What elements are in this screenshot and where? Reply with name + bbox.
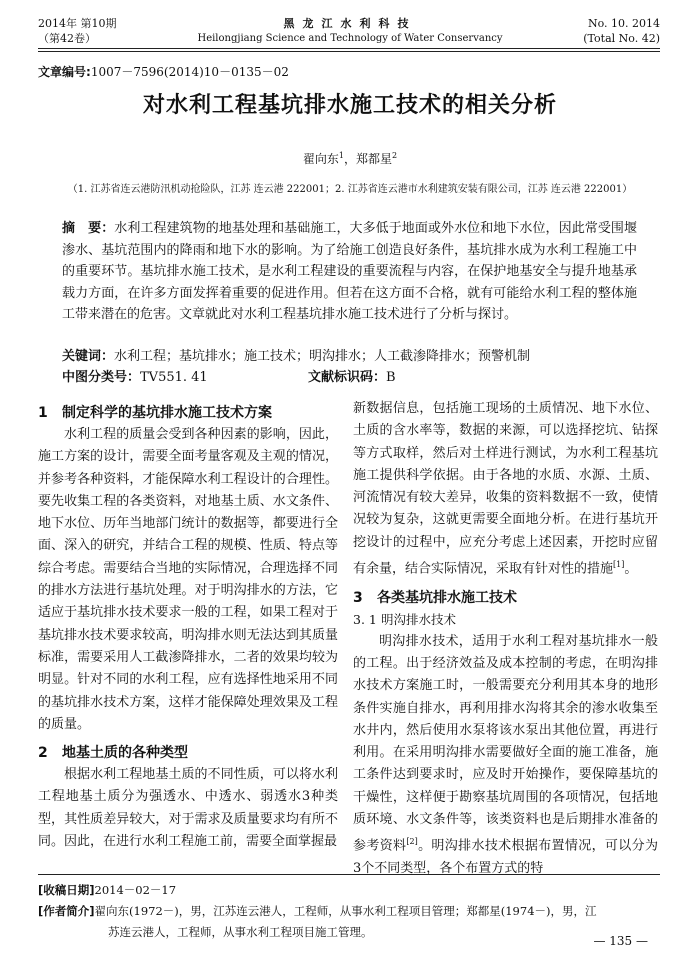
section-3-title: 各类基坑排水施工技术 [377,589,517,606]
section-1-title: 制定科学的基坑排水施工技术方案 [62,405,272,421]
header-total: (Total No. 42) [583,32,660,45]
section-1-paragraph: 水利工程的质量会受到各种因素的影响，因此，施工方案的设计，需要全面考量客观及主观的情况，并参考各种资料，才能保障水利工程设计的合理性。要先收集工程的各类资料，对地基土质、水文条件、地下水位、历年当地部门统计的数据等，都要进行全面、深入的研究，并结合工程的规模、性质、特点等综合考虑。需要结合当地的实际情况，合理选择不同的排水方法进行基坑处理。对于明沟排水的方法，它适应于基坑排水技术要求一般的工程，如果工程对于基坑排水技术要求较高，明沟排水则无法达到其质量标准，需要采用人工截渗降排水，二者的效果均较为明显。针对不同的水利工程，应有选择性地采用不同的基坑排水技术方案，这样才能保障处理效果及工程的质量。 [38,427,338,732]
article-number-value: 1007－7596(2014)10－0135－02 [90,65,289,79]
footnote [38,880,660,943]
subsection-3-1-number: 3. 1 [353,611,377,627]
document-code [308,367,396,388]
affiliation: （1. 江苏省连云港防汛机动抢险队，江苏 连云港 222001；2. 江苏省连云港市水利建筑安装有限公司，江苏 连云港 222001） [67,184,633,195]
received-label: [收稿日期] [38,883,95,897]
subsection-3-1-title: 明沟排水技术 [381,611,457,627]
section-3-tail: 。明沟排水技术根据布置情况，可以分为3个不同类型，各个布置方式的特 [353,838,658,876]
page-number: — 135 — [593,934,648,948]
section-1-heading [38,402,338,424]
author-1: 翟向东 [302,152,339,166]
body-right-column [353,398,658,880]
clc-label: 中图分类号： [62,370,141,385]
author-bio-label: [作者简介] [38,904,95,918]
header-number-block [583,16,660,46]
keywords-text: 水利工程；基坑排水；施工技术；明沟排水；人工截渗降排水；预警机制 [114,349,531,364]
citation-2: [2] [406,837,418,847]
journal-name-cn: 黑龙江水利科技 [283,17,417,30]
citation-1: [1] [613,560,625,570]
journal-name-en: Heilongjiang Science and Technology of Water Conservancy [197,33,503,44]
received-date [38,880,660,901]
article-number-label: 文章编号: [38,65,91,79]
clc-value: TV551. 41 [140,370,208,385]
section-2-paragraph: 根据水利工程地基土质的不同性质，可以将水利工程地基土质分为强透水、中透水、弱透水3种类型，其性质差异较大，对于需求及质量要求均有所不同。因此，在进行水利工程施工前，需要全面掌握最 [38,767,338,850]
section-2-continued-text: 新数据信息，包括施工现场的土质情况、地下水位、土质的含水率等，数据的来源，可以选择挖坑、钻探等方式取样，然后对土样进行测试，为水利工程基坑施工提供科学依据。由于各地的水质、水源、土质、河流情况有较大差异，收集的资料数据不一致，使情况较为复杂，这就更需要全面地分析。在进行基坑开挖设计的过程中，应充分考虑上述因素，开挖时应留有余量，结合实际情况，采取有针对性的措施 [353,401,658,577]
received-value: 2014－02－17 [94,883,177,897]
document-code-value: B [386,370,396,385]
section-3-text: 明沟排水技术，适用于水利工程对基坑排水一般的工程。出于经济效益及成本控制的考虑，在明沟排水技术方案施工时，一般需要充分利用其本身的地形条件实施自排水，再利用排水沟将其余的渗水收集至水井内，然后使用水泵将该水泵出其他位置，再进行利用。在采用明沟排水需要做好全面的施工准备，施工条件达到要求时，应及时开始操作，要保障基坑的干燥性，这样便于勘察基坑周围的各项情况，包括地质环境、水文条件等，该类资料也是后期排水准备的参考资料 [353,633,658,854]
author-bio-line-1: 翟向东(1972－)，男，江苏连云港人，工程师，从事水利工程项目管理；郑都星(1974－)，男，江 [94,904,597,918]
clc-number [62,367,208,388]
keywords-label: 关键词： [62,349,115,364]
author-2: 郑都星 [356,152,393,166]
section-1-number: 1 [38,405,48,421]
header-volume: （第42卷） [38,32,96,45]
author-sep: ， [343,152,356,166]
author-bio-line-2: 苏连云港人，工程师，从事水利工程项目施工管理。 [108,925,373,939]
header-rule-2 [38,51,660,52]
footnote-rule [38,874,660,875]
section-2-title: 地基土质的各种类型 [62,745,188,762]
article-number [38,63,289,80]
subsection-3-1-heading [353,609,658,631]
header-rule [38,48,660,49]
body-left-column [38,402,338,853]
header-issue: 2014年 第10期 [38,17,117,30]
author-bio [38,901,660,922]
section-2-paragraph-continued [353,398,658,581]
authors [0,150,700,167]
section-2-number: 2 [38,745,48,762]
section-2-heading [38,742,338,764]
keywords [62,346,637,367]
section-3-paragraph [353,631,658,881]
header-journal-block [160,16,540,46]
section-3-number: 3 [353,589,363,606]
document-code-label: 文献标识码： [308,370,387,385]
abstract [62,218,637,326]
section-2-end-punct: 。 [624,561,638,577]
author-1-mark: 1 [338,151,344,160]
paper-title: 对水利工程基坑排水施工技术的相关分析 [142,93,557,118]
section-3-heading [353,587,658,609]
abstract-text: 水利工程建筑物的地基处理和基础施工，大多低于地面或外水位和地下水位，因此常受围堰渗水、基坑范围内的降雨和地下水的影响。为了给施工创造良好条件，基坑排水成为水利工程施工中的重要环节。基坑排水施工技术，是水利工程建设的重要流程与内容，在保护地基安全与提升地基承载力方面，在许多方面发挥着重要的促进作用。但若在这方面不合格，就有可能给水利工程的整体施工带来潜在的危害。文章就此对水利工程基坑排水施工技术进行了分析与探讨。 [62,221,637,322]
author-2-mark: 2 [392,151,398,160]
abstract-label: 摘 要： [62,221,115,236]
header-issue-block [38,16,117,46]
header-no: No. 10. 2014 [587,17,660,30]
